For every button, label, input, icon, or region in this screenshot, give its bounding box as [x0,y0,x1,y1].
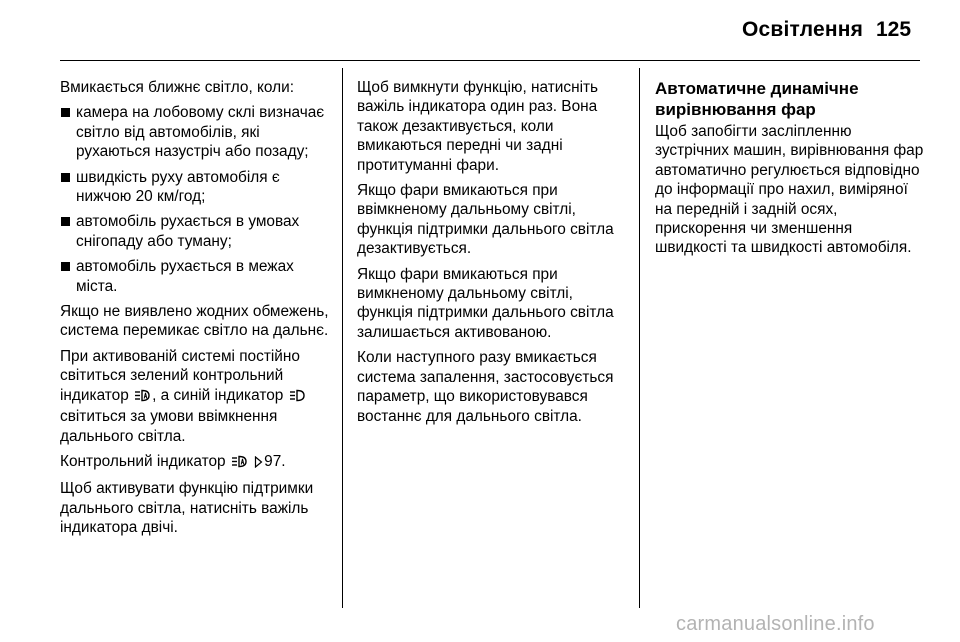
header-rule [60,60,920,61]
no-limits-paragraph: Якщо не виявлено жодних обмежень, система перемикає світло на дальнє. [60,303,329,340]
active-text-1: При активованій системі постійно світиться зелений контрольний індикатор [60,347,300,404]
column-divider-left [342,68,343,608]
indicator-text: Контрольний індикатор [60,452,226,470]
column-left [60,78,332,544]
active-text-2: , а синій індикатор [152,386,284,404]
high-beam-icon [289,388,306,407]
indicator-paragraph [60,452,332,473]
paragraph: Коли наступного разу вмикається система запалення, застосовується параметр, що використовувався востаннє для дальнього світла. [357,349,614,425]
auto-high-beam-icon [231,454,248,473]
list-item: автомобіль рухається в умовах снігопаду або туману; [60,212,332,251]
conditions-list [60,103,332,296]
list-item: автомобіль рухається в межах міста. [60,257,332,296]
page-title: Освітлення [742,18,864,41]
auto-high-beam-icon [134,388,151,407]
page-number: 125 [876,18,912,41]
column-right [655,78,927,264]
active-text-3: світиться за умови ввімкнення дальнього світла. [60,408,278,445]
active-system-paragraph [60,347,332,446]
paragraph: Якщо фари вмикаються при ввімкненому дальньому світлі, функція підтримки дальнього світла дезактивується. [357,182,614,258]
activate-paragraph: Щоб активувати функцію підтримки дальнього світла, натисніть важіль індикатора двічі. [60,480,314,537]
list-item: камера на лобовому склі визначає світло від автомобілів, які рухаються назустріч або позаду; [60,103,332,161]
section-heading: Автоматичне динамічне вирівнювання фар [655,79,859,119]
paragraph: Щоб запобігти засліпленню зустрічних машин, вирівнювання фар автоматично регулюється відповідно до інформації про нахил, виміряної на передній і задній осях, прискорення чи зменшення швидкості та швидкості автомобіля. [655,123,924,257]
watermark: carmanualsonline.info [676,613,875,635]
list-item: швидкість руху автомобіля є нижчою 20 км/год; [60,168,332,207]
paragraph: Якщо фари вмикаються при вимкненому дальньому світлі, функція підтримки дальнього світла залишається активованою. [357,265,614,341]
paragraph: Щоб вимкнути функцію, натисніть важіль індикатора один раз. Вона також дезактивується, коли вмикаються передні чи задні протитуманні фари. [357,79,599,174]
page-reference-icon[interactable] [254,454,263,473]
column-middle [357,78,627,432]
column-divider-right [639,68,640,608]
intro-text: Вмикається ближнє світло, коли: [60,79,295,96]
page-reference-link[interactable]: 97. [264,452,286,470]
